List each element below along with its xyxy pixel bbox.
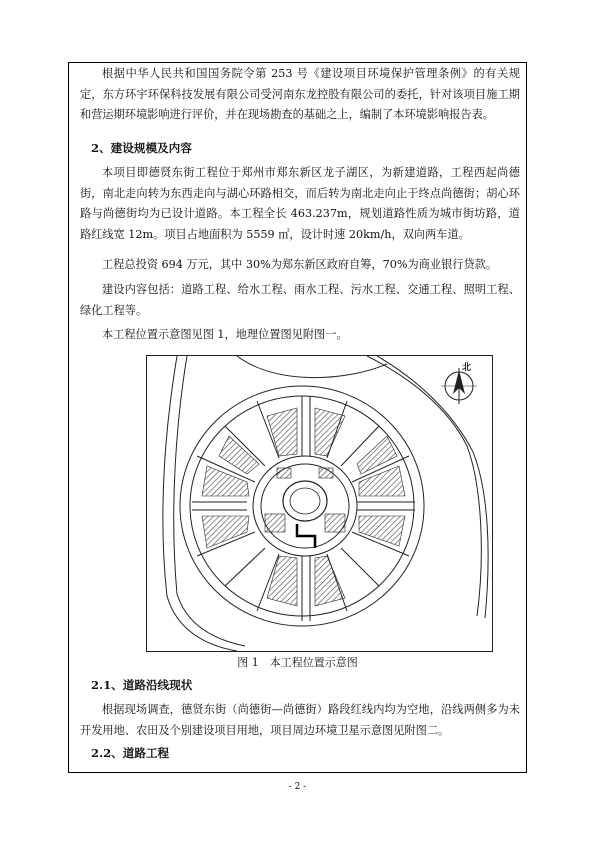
north-label: 北 (462, 363, 472, 373)
location-map-figure (146, 355, 493, 652)
road-status-paragraph: 根据现场调查，德贤东街（尚德街—尚德街）路段红线内均为空地，沿线两侧多为未开发用地、农田及个别建设项目用地，项目周边环境卫星示意图见附图二。 (80, 703, 520, 737)
scope-paragraph: 本项目即德贤东街工程位于郑州市郑东新区龙子湖区，为新建道路，工程西起尚德街，南北走向转为东西走向与湖心环路相交，而后转为南北走向止于终点尚德街；胡心环路与尚德街均为已设计道路。本工程全长 463.237m，规划道路性质为城市街坊路，道路红线宽 12m。项目占地面积为 5559 ㎡，设计时速 20km/h，双向两车道。 (80, 166, 520, 241)
section-heading-road-works: 2.2、道路工程 (91, 746, 170, 760)
intro-paragraph: 根据中华人民共和国国务院令第 253 号《建设项目环境保护管理条例》的有关规定，东方环宇环保科技发展有限公司受河南东龙控股有限公司的委托，针对该项目施工期和营运期环境影响进行评价，并在现场勘查的基础之上，编制了本环境影响报告表。 (80, 67, 520, 121)
content-paragraph: 建设内容包括：道路工程、给水工程、雨水工程、污水工程、交通工程、照明工程、绿化工程等。 (80, 283, 520, 317)
section-heading-road-status: 2.1、道路沿线现状 (91, 678, 193, 692)
page-number: - 2 - (288, 782, 307, 792)
investment-paragraph: 工程总投资 694 万元，其中 30%为郑东新区政府自筹，70%为商业银行贷款。 (102, 258, 498, 271)
city-map-drawing (147, 356, 492, 651)
section-heading-scale: 2、建设规模及内容 (91, 141, 192, 155)
figure-caption: 图 1 本工程位置示意图 (237, 656, 358, 669)
figure-reference-paragraph: 本工程位置示意图见图 1，地理位置图见附图一。 (102, 328, 348, 341)
